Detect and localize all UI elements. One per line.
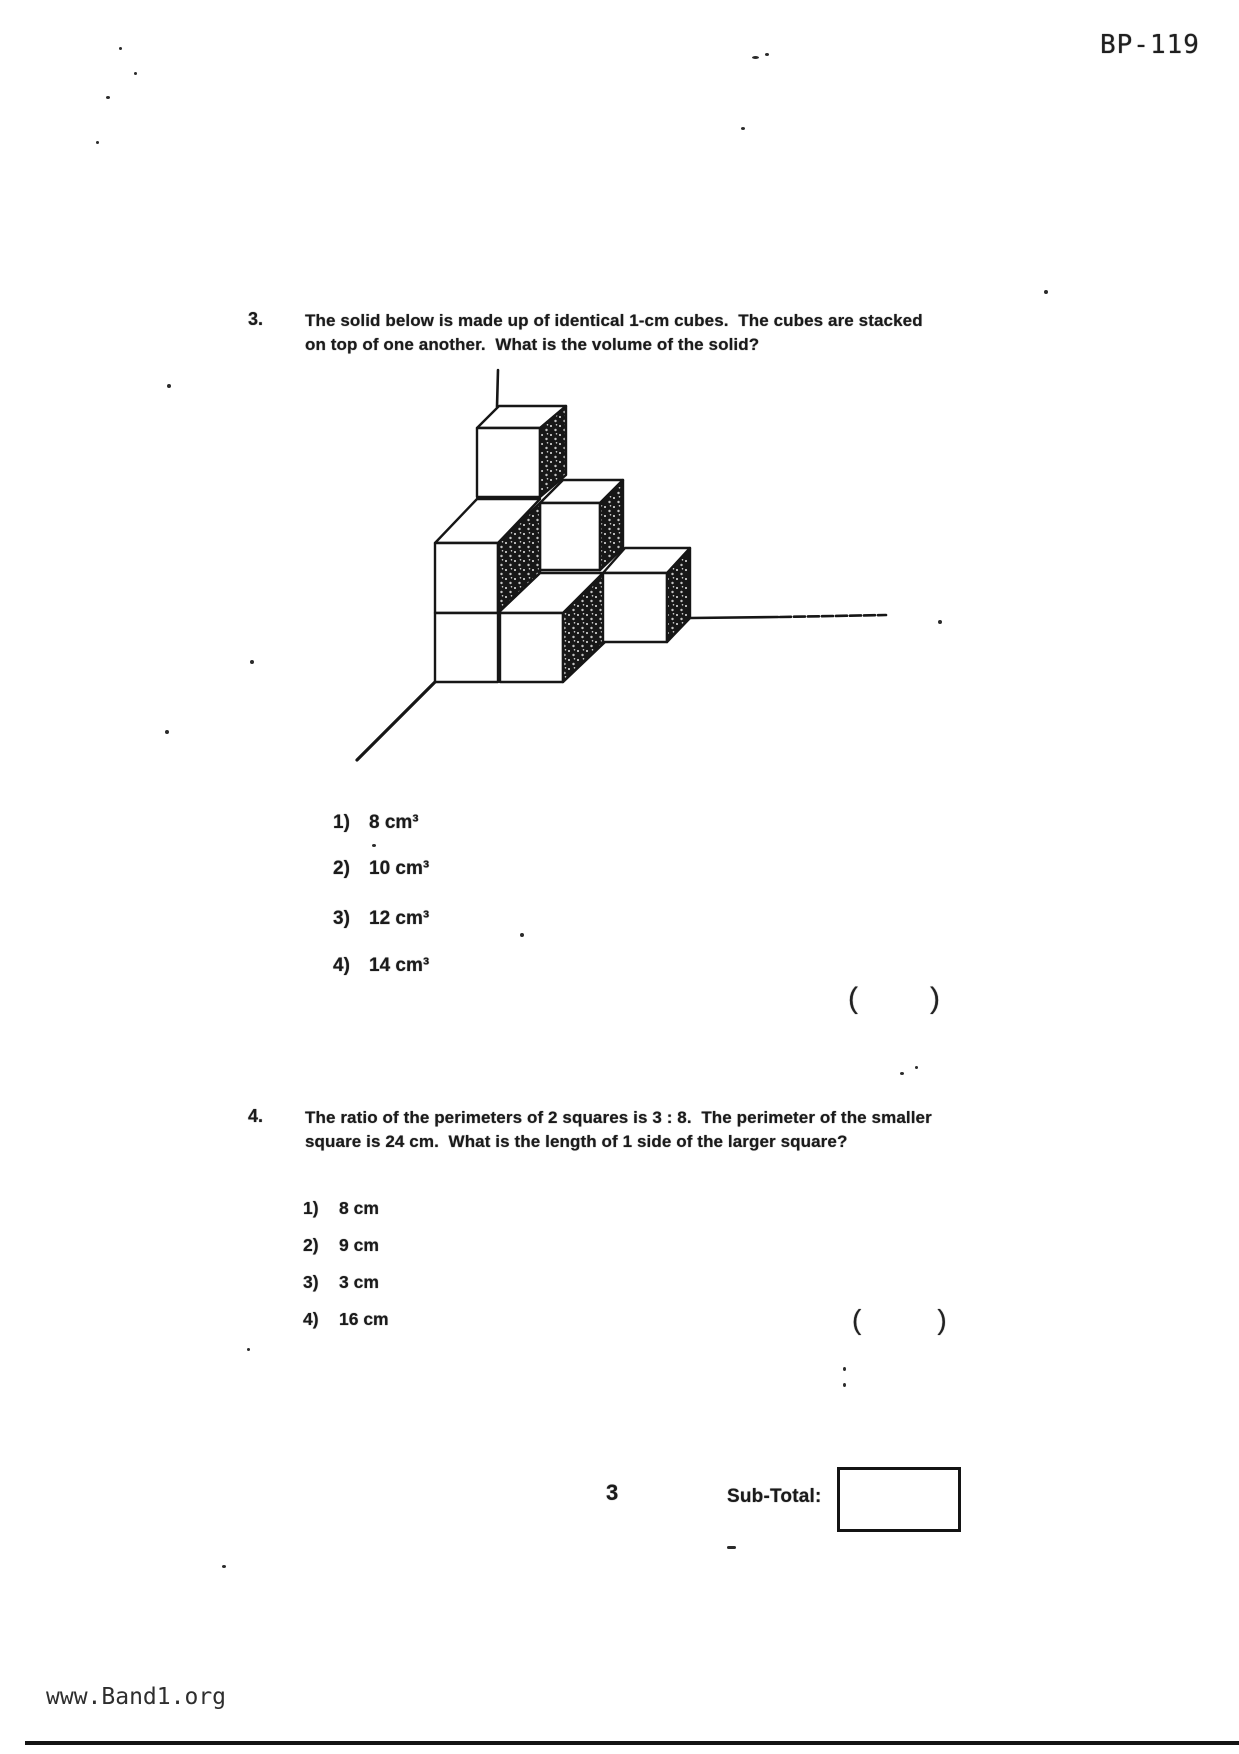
axis-line-right <box>690 617 778 618</box>
question-4-text <box>305 1106 1045 1154</box>
left-upper-cube-front-face <box>435 543 498 613</box>
axis-line-right-end <box>780 615 886 617</box>
bracket-open: ( <box>848 982 858 1015</box>
bottom-middle-cube-front-face <box>500 613 563 682</box>
option-value: 14 cm³ <box>369 955 430 976</box>
right-cube-front-face <box>603 573 667 642</box>
question-4-line-2: square is 24 cm. What is the length of 1 side of the larger square? <box>305 1132 848 1151</box>
axis-line-bottom-left <box>357 682 435 760</box>
question-3-line-2: on top of one another. What is the volume of the solid? <box>305 335 760 354</box>
question-4-line-1: The ratio of the perimeters of 2 squares is 3 : 8. The perimeter of the smaller <box>305 1108 932 1127</box>
option-value: 3 cm <box>339 1272 379 1292</box>
cube-diagram <box>330 345 910 785</box>
cube-solid <box>435 406 690 682</box>
website-watermark: www.Band1.org <box>46 1684 227 1710</box>
question-4-option-3 <box>303 1272 379 1293</box>
question-4-option-2 <box>303 1235 379 1256</box>
option-label: 3) <box>303 1272 319 1292</box>
option-label: 4) <box>333 955 350 976</box>
question-3-option-3 <box>333 908 429 930</box>
option-label: 1) <box>303 1198 319 1218</box>
bracket-close: ) <box>930 982 940 1015</box>
bracket-close: ) <box>937 1304 947 1335</box>
question-4-option-1 <box>303 1198 379 1219</box>
option-value: 9 cm <box>339 1235 379 1255</box>
question-4-answer-bracket <box>852 1304 947 1336</box>
option-label: 4) <box>303 1309 319 1329</box>
option-value: 16 cm <box>339 1309 389 1329</box>
option-label: 2) <box>303 1235 319 1255</box>
axis-line-top <box>497 370 498 407</box>
top-cube-front-face <box>477 428 540 497</box>
option-value: 10 cm³ <box>369 858 430 879</box>
subtotal-box <box>837 1467 961 1532</box>
subtotal-label: Sub-Total: <box>727 1486 822 1507</box>
question-3-number: 3. <box>248 309 264 329</box>
option-label: 2) <box>333 858 350 879</box>
option-label: 3) <box>333 908 350 929</box>
left-lower-cube-front-face <box>435 613 498 682</box>
question-3-answer-bracket <box>848 982 940 1016</box>
page-number: 3 <box>606 1480 619 1505</box>
question-4-option-4 <box>303 1309 389 1330</box>
option-value: 8 cm³ <box>369 812 419 833</box>
option-value: 12 cm³ <box>369 908 430 929</box>
question-3-option-2 <box>333 858 429 880</box>
question-3-option-1 <box>333 812 419 834</box>
bottom-rule <box>25 1741 1239 1745</box>
bracket-open: ( <box>852 1304 862 1335</box>
option-value: 8 cm <box>339 1198 379 1218</box>
question-3-line-1: The solid below is made up of identical 1-cm cubes. The cubes are stacked <box>305 311 923 330</box>
question-3-option-4 <box>333 955 429 977</box>
question-4-number: 4. <box>248 1106 264 1126</box>
middle-cube-front-face <box>540 503 600 570</box>
option-label: 1) <box>333 812 350 833</box>
page-header-code: BP-119 <box>1100 30 1200 60</box>
